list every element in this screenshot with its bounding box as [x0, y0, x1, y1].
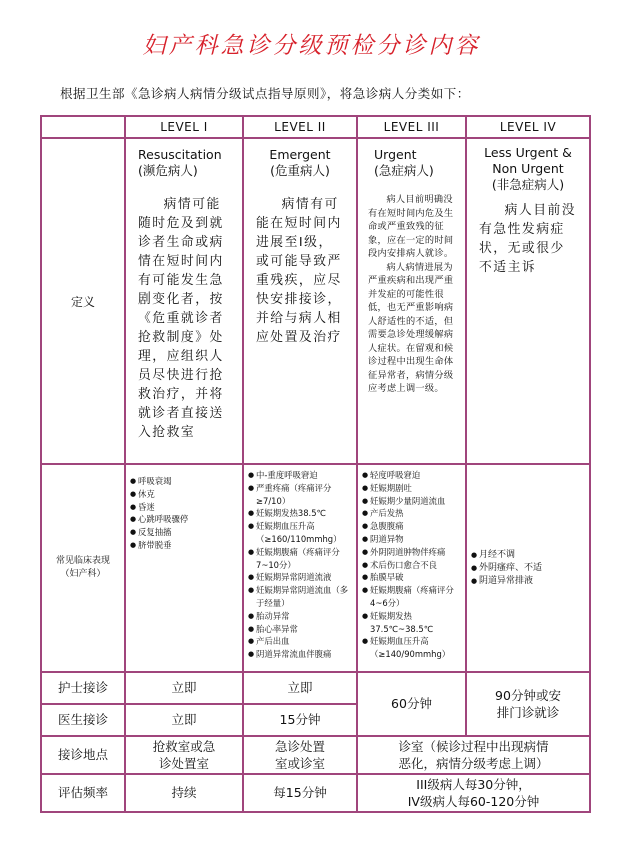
- level-3-desc-1: 病人目前明确没有在短时间内危及生命或严重致残的征象，应在一定的时间段内安排病人就诊。: [368, 194, 454, 259]
- corner-cell: [41, 116, 125, 138]
- level-3-4-frequency-line-1: III级病人每30分钟，: [416, 777, 531, 792]
- level-2-doctor: 15分钟: [243, 704, 357, 736]
- level-1-header: LEVEL I: [125, 116, 243, 138]
- symptom-item: ● 妊娠期剧吐: [362, 482, 462, 495]
- level-1-location: [125, 736, 243, 774]
- level-4-header: LEVEL IV: [466, 116, 590, 138]
- triage-table: [40, 115, 591, 813]
- symptom-item: ● 阴道异常流血伴腹痛: [248, 648, 353, 661]
- symptom-item: ● 中-重度呼吸窘迫: [248, 469, 353, 482]
- symptom-item: ● 胎膜早破: [362, 571, 462, 584]
- level-3-4-frequency: [357, 774, 590, 812]
- symptom-item: ● 昏迷: [130, 501, 239, 514]
- symptom-item: ● 妊娠期血压升高（≥160/110mmhg）: [248, 520, 353, 546]
- level-4-definition: [466, 138, 590, 464]
- level-3-4-location-line-2: 恶化，病情分级考虑上调）: [398, 756, 549, 771]
- symptom-item: ● 轻度呼吸窘迫: [362, 469, 462, 482]
- symptom-item: ● 妊娠期发热38.5℃: [248, 507, 353, 520]
- level-1-symptoms: [125, 464, 243, 672]
- symptom-item: ● 妊娠期发热37.5℃~38.5℃: [362, 610, 462, 636]
- level-2-frequency: 每15分钟: [243, 774, 357, 812]
- symptom-item: ● 急腹腹痛: [362, 520, 462, 533]
- symptom-item: ● 术后伤口愈合不良: [362, 559, 462, 572]
- level-3-name-en: Urgent: [374, 147, 417, 162]
- definition-label: 定义: [41, 138, 125, 464]
- level-3-desc-2: 病人病情进展为严重疾病和出现严重并发症的可能性很低，也无严重影响病人舒适性的不适，但需要急诊处理缓解病人症状。在留观和候诊过程中出现生命体征异常者，病情分级应考虑上调一级。: [368, 261, 454, 394]
- level-2-location-line-2: 室或诊室: [274, 756, 325, 771]
- symptom-item: ● 妊娠期血压升高（≥140/90mmhg）: [362, 635, 462, 661]
- level-3-4-location: [357, 736, 590, 774]
- level-1-location-line-2: 诊处置室: [158, 756, 209, 771]
- symptom-item: ● 阴道异物: [362, 533, 462, 546]
- level-1-location-line-1: 抢救室或急: [152, 739, 216, 754]
- level-3-name-cn: (急症病人): [374, 163, 434, 178]
- level-1-doctor: 立即: [125, 704, 243, 736]
- doctor-label: 医生接诊: [41, 704, 125, 736]
- level-1-nurse: 立即: [125, 672, 243, 704]
- level-2-name-en: Emergent: [269, 147, 331, 162]
- level-4-name-en-2: Non Urgent: [492, 161, 564, 176]
- symptom-item: ● 呼吸衰竭: [130, 475, 239, 488]
- level-3-definition: [357, 138, 466, 464]
- symptom-item: ● 妊娠期异常阴道流液: [248, 571, 353, 584]
- symptom-item: ● 休克: [130, 488, 239, 501]
- symptom-item: ● 产后发热: [362, 507, 462, 520]
- symptoms-label-line-2: （妇产科）: [60, 569, 106, 579]
- nurse-label: 护士接诊: [41, 672, 125, 704]
- level-2-desc: 病情有可能在短时间内进展至I级，或可能导致严重残疾，应尽快安排接诊，并给与病人相应处置及治疗: [256, 197, 342, 345]
- level-3-header: LEVEL III: [357, 116, 466, 138]
- level-4-desc: 病人目前没有急性发病症状，无或很少不适主诉: [479, 203, 577, 275]
- symptom-item: ● 胎心率异常: [248, 623, 353, 636]
- level-4-symptoms: [466, 464, 590, 672]
- symptom-item: ● 月经不调: [471, 549, 586, 562]
- symptom-item: ● 妊娠期异常阴道流血（多于经量）: [248, 584, 353, 610]
- level-3-4-location-line-1: 诊室（候诊过程中出现病情: [398, 739, 549, 754]
- symptom-item: ● 妊娠期腹痛（疼痛评分7~10分）: [248, 546, 353, 572]
- level-2-definition: [243, 138, 357, 464]
- level-1-frequency: 持续: [125, 774, 243, 812]
- level-3-4-frequency-line-2: IV级病人每60-120分钟: [407, 794, 540, 809]
- symptom-item: ● 产后出血: [248, 635, 353, 648]
- symptoms-label: [41, 464, 125, 672]
- level-4-name-en-1: Less Urgent &: [484, 145, 572, 160]
- frequency-label: 评估频率: [41, 774, 125, 812]
- level-2-nurse: 立即: [243, 672, 357, 704]
- level-3-symptoms: [357, 464, 466, 672]
- level-4-time-line-2: 排门诊就诊: [496, 705, 560, 720]
- symptom-item: ● 脐带脱垂: [130, 539, 239, 552]
- symptom-item: ● 反复抽搐: [130, 526, 239, 539]
- level-1-desc: 病情可能随时危及到就诊者生命或病情在短时间内有可能发生急剧变化者，按《危重就诊者抢救制度》处理，应组织人员尽快进行抢救治疗，并将就诊者直接送入抢救室: [138, 197, 224, 440]
- symptom-item: ● 外阴阴道肿物伴疼痛: [362, 546, 462, 559]
- level-4-time-line-1: 90分钟或安: [495, 688, 561, 703]
- symptom-item: ● 妊娠期腹痛（疼痛评分4~6分）: [362, 584, 462, 610]
- symptoms-label-line-1: 常见临床表现: [55, 556, 110, 566]
- symptom-item: ● 严重疼痛（疼痛评分≥7/10）: [248, 482, 353, 508]
- symptom-item: ● 外阴瘙痒、不适: [471, 562, 586, 575]
- level-1-name-cn: (濒危病人): [138, 163, 198, 178]
- symptom-item: ● 心跳呼吸骤停: [130, 513, 239, 526]
- symptom-item: ● 阴道异常排液: [471, 575, 586, 588]
- level-2-symptoms: [243, 464, 357, 672]
- level-4-time: [466, 672, 590, 736]
- level-3-time: 60分钟: [357, 672, 466, 736]
- level-2-name-cn: (危重病人): [270, 163, 330, 178]
- level-1-definition: [125, 138, 243, 464]
- level-4-name-cn: (非急症病人): [491, 177, 565, 192]
- intro-text: 根据卫生部《急诊病人病情分级试点指导原则》，将急诊病人分类如下：: [60, 86, 470, 101]
- symptom-item: ● 胎动异常: [248, 610, 353, 623]
- level-2-location: [243, 736, 357, 774]
- page-title: 妇产科急诊分级预检分诊内容: [142, 33, 481, 59]
- location-label: 接诊地点: [41, 736, 125, 774]
- level-2-header: LEVEL II: [243, 116, 357, 138]
- level-1-name-en: Resuscitation: [138, 147, 222, 162]
- symptom-item: ● 妊娠期少量阴道流血: [362, 495, 462, 508]
- level-2-location-line-1: 急诊处置: [274, 739, 325, 754]
